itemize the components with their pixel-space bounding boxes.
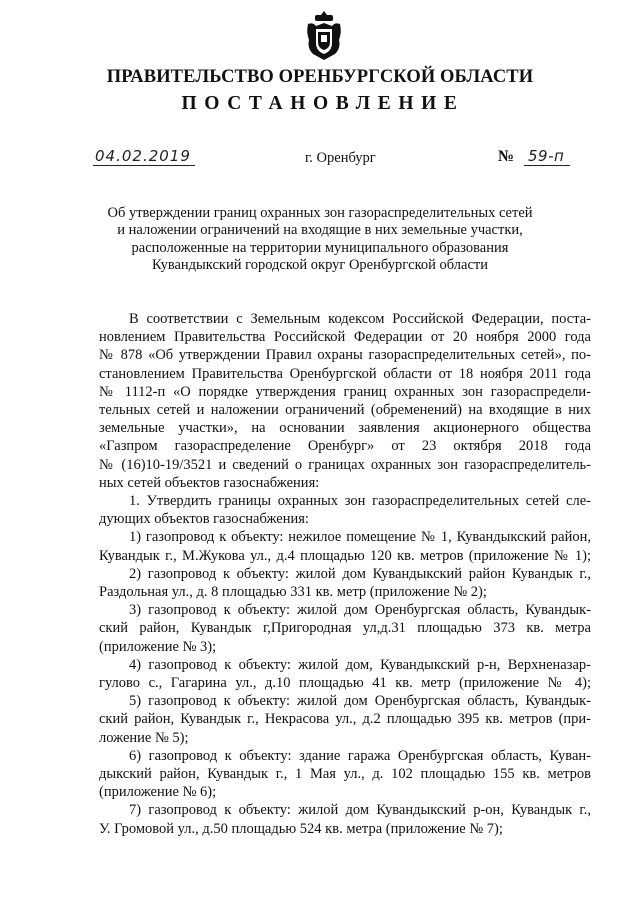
body-line: 1. Утвердить границы охранных зон газораспределительных сетей сле- xyxy=(129,493,591,510)
body-line: ных сетей объектов газоснабжения: xyxy=(99,474,320,491)
body-line: дыкский район, Кувандык г., 1 Мая ул., д. 102 площадью 155 кв. метров xyxy=(99,766,591,783)
government-name: ПРАВИТЕЛЬСТВО ОРЕНБУРГСКОЙ ОБЛАСТИ xyxy=(106,67,534,87)
page-cutoff-decoration xyxy=(100,895,580,905)
body-line: 3) газопровод к объекту: жилой дом Оренбургская область, Кувандык- xyxy=(129,602,591,619)
body-line: ский район, Кувандык г., Некрасова ул., д.2 площадью 395 кв. метров (при- xyxy=(99,711,591,728)
body-line: земельные участки», на основании заявления акционерного общества xyxy=(99,420,591,437)
body-line: № 878 «Об утверждении Правил охраны газораспределительных сетей», по- xyxy=(99,347,591,364)
document-title xyxy=(0,205,640,274)
coat-of-arms-icon xyxy=(305,10,343,62)
body-line: ложение № 5); xyxy=(99,729,189,746)
body-line: «Газпром газораспределение Оренбург» от 23 октября 2018 года xyxy=(99,438,591,455)
document-type: ПОСТАНОВЛЕНИЕ xyxy=(181,93,465,114)
title-line: Об утверждении границ охранных зон газораспределительных сетей xyxy=(107,205,533,221)
body-line: 1) газопровод к объекту: нежилое помещение № 1, Кувандыкский район, xyxy=(129,529,591,546)
body-line: 5) газопровод к объекту: жилой дом Оренбургская область, Кувандык- xyxy=(129,693,591,710)
title-line: и наложении ограничений на входящие в них земельные участки, xyxy=(117,222,523,239)
body-line: 6) газопровод к объекту: здание гаража Оренбургская область, Куван- xyxy=(129,747,591,764)
body-line: 7) газопровод к объекту: жилой дом Кувандыкский р-он, Кувандык г., xyxy=(129,802,591,819)
document-number: 59-п xyxy=(524,148,570,166)
body-line: 4) газопровод к объекту: жилой дом, Кувандыкский р-н, Верхненазар- xyxy=(129,656,591,673)
body-line: новлением Правительства Российской Федерации от 20 ноября 2000 года xyxy=(99,329,591,346)
document-date: 04.02.2019 xyxy=(93,148,195,166)
body-line: ский район, Кувандык г,Пригородная ул,д.31 площадью 373 кв. метра xyxy=(99,620,591,637)
title-line: расположенные на территории муниципального образования xyxy=(131,239,509,256)
title-line: Кувандыкский городской округ Оренбургской области xyxy=(152,256,488,273)
number-label: № xyxy=(498,148,515,165)
body-line: В соответствии с Земельным кодексом Российской Федерации, поста- xyxy=(129,311,591,327)
body-line: 2) газопровод к объекту: жилой дом Кувандыкский район Кувандык г., xyxy=(129,565,591,582)
body-line: № 1112-п «О порядке утверждения границ охранных зон газораспредели- xyxy=(99,383,591,400)
body-line: Раздольная ул., д. 8 площадью 331 кв. метр (приложение № 2); xyxy=(99,584,487,601)
body-line: тельных сетей и наложении ограничений (обременений) на входящие в них xyxy=(99,402,591,419)
document-city: г. Оренбург xyxy=(305,150,376,166)
body-line: Кувандык г., М.Жукова ул., д.4 площадью 120 кв. метров (приложение № 1); xyxy=(99,547,591,564)
body-line: У. Громовой ул., д.50 площадью 524 кв. метра (приложение № 7); xyxy=(99,820,503,837)
body-line: гулово с., Гагарина ул., д.10 площадью 41 кв. метр (приложение № 4); xyxy=(99,675,591,692)
body-line: становлением Правительства Оренбургской области от 18 ноября 2011 года xyxy=(99,365,591,382)
document-body xyxy=(99,310,591,838)
body-line: № (16)10-19/3521 и сведений о границах охранных зон газораспределитель- xyxy=(99,456,591,473)
body-line: дующих объектов газоснабжения: xyxy=(99,511,309,528)
body-line: (приложение № 3); xyxy=(99,638,217,655)
body-line: (приложение № 6); xyxy=(99,784,217,801)
